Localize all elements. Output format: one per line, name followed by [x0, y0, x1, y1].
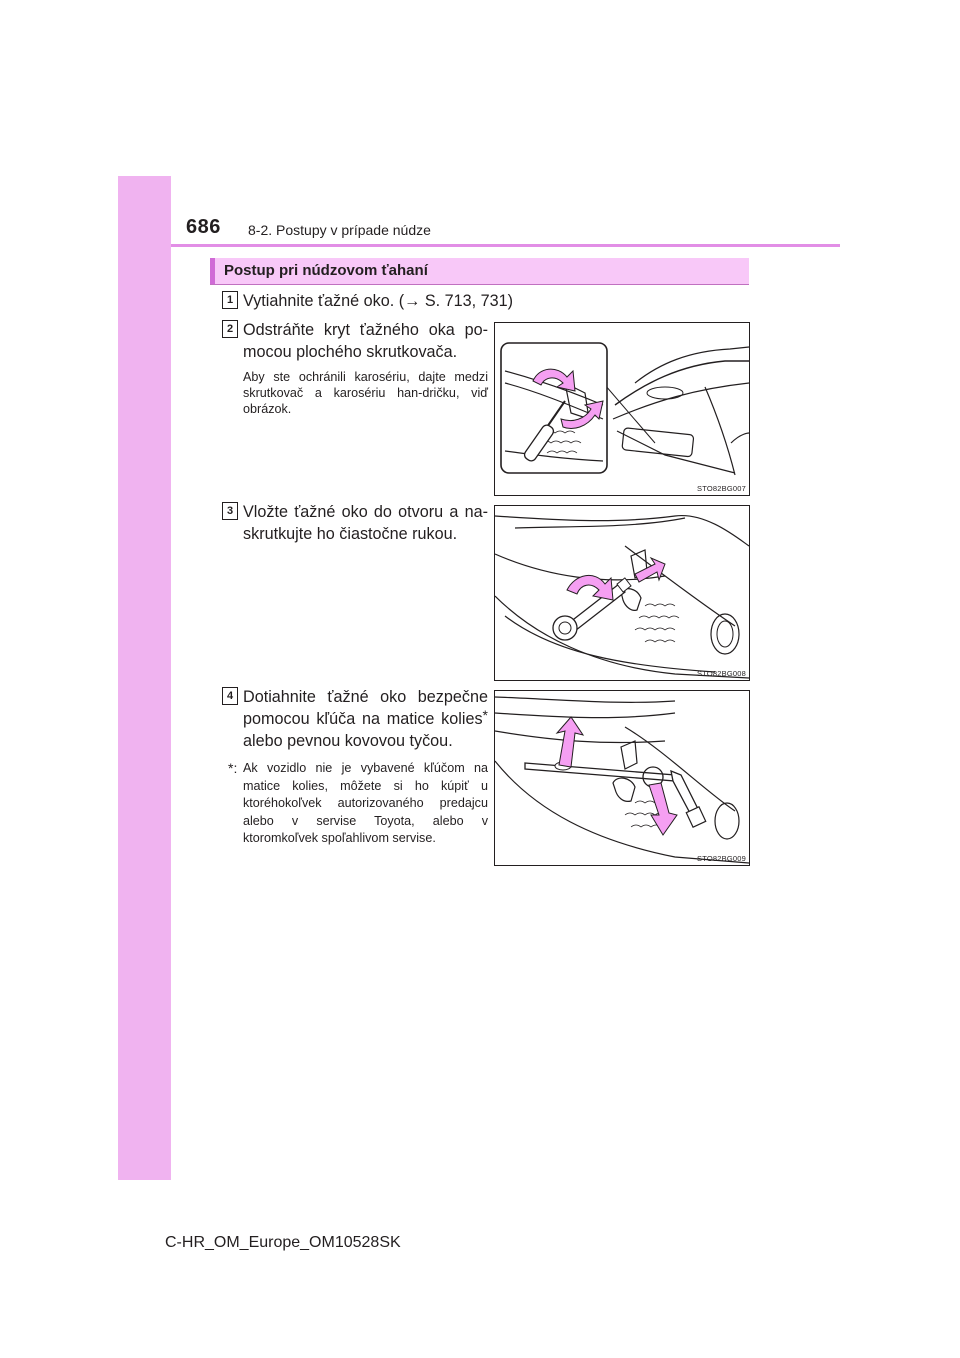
step-number-2: 2 [222, 320, 238, 338]
step-1-text: Vytiahnite ťažné oko. (→ S. 713, 731) [243, 292, 514, 310]
figure-remove-cover [494, 322, 750, 496]
step-number-1: 1 [222, 291, 238, 309]
figure-code: STO82BG008 [697, 669, 746, 678]
step-2-note: Aby ste ochránili karosériu, dajte medzi skrutkovač a karosériu han-dričku, viď obrázok. [243, 370, 488, 416]
header-rule [171, 244, 840, 247]
footnote-marker: * [482, 707, 488, 723]
step-3-text: Vložte ťažné oko do otvoru a na-skrutkujte ho čiastočne rukou. [243, 503, 488, 543]
step-4-footnote: Ak vozidlo nie je vybavené kľúčom na matice kolies, môžete si ho kúpiť u ktoréhokoľvek autorizovaného predajcu alebo v servise Toyota, alebo v ktoromkoľvek spoľahlivom servise. [243, 761, 488, 845]
sidebar-tab [118, 176, 171, 1180]
step-2-text: Odstráňte kryt ťažného oka po-mocou plochého skrutkovača. [243, 321, 488, 361]
step-4-text [243, 686, 488, 752]
footnote-mark: *: [228, 760, 238, 776]
section-title: 8-2. Postupy v prípade núdze [248, 222, 431, 238]
figure-tighten-eye [494, 690, 750, 866]
figure-code: STO82BG009 [697, 854, 746, 863]
section-heading [210, 258, 749, 285]
step-number-4: 4 [222, 687, 238, 705]
step-4-text-main: Dotiahnite ťažné oko bezpečne pomocou kľúča na matice kolies [243, 688, 488, 728]
page-number: 686 [186, 216, 221, 238]
figure-code: STO82BG007 [697, 484, 746, 493]
step-4-text-end: alebo pevnou kovovou tyčou. [243, 732, 453, 750]
footer-doc-id: C-HR_OM_Europe_OM10528SK [165, 1234, 401, 1251]
section-heading-label: Postup pri núdzovom ťahaní [224, 262, 428, 279]
step-number-3: 3 [222, 502, 238, 520]
section-heading-bar [210, 258, 215, 284]
figure-insert-eye [494, 505, 750, 681]
